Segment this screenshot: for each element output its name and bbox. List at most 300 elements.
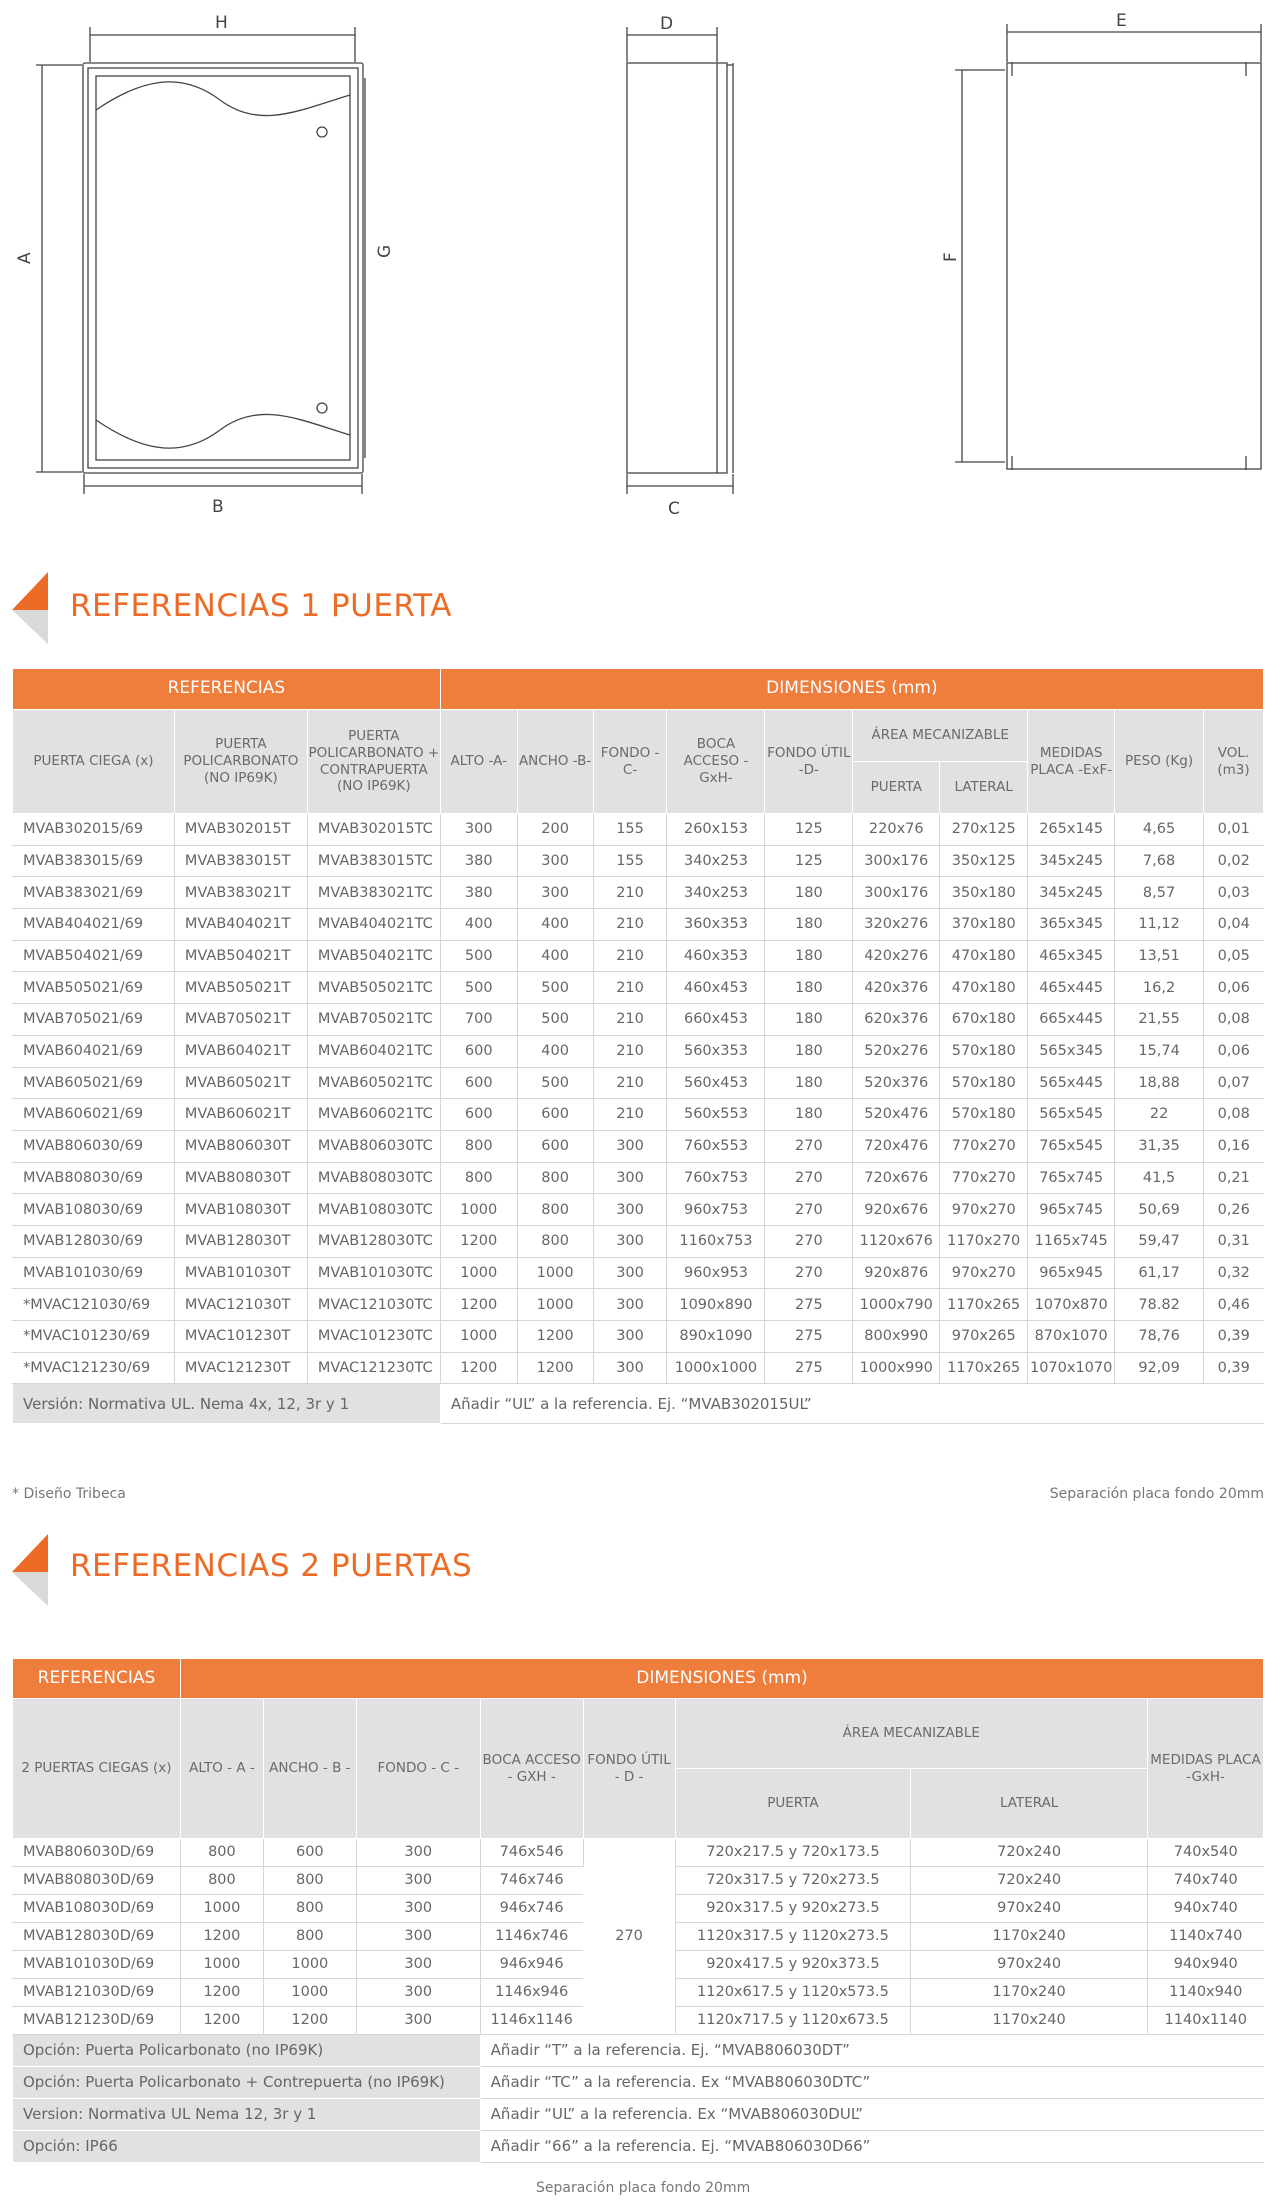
table-row [13,1162,1264,1194]
table-cell: 13,51 [1115,940,1204,972]
table-row [13,1352,1264,1384]
table-cell: 965x745 [1028,1194,1115,1226]
table-cell: MVAB505021/69 [13,972,175,1004]
table-cell: 565x445 [1028,1067,1115,1099]
table-cell: 660x453 [667,1004,765,1036]
table-cell: MVAB108030D/69 [13,1895,181,1923]
option-label: Opción: IP66 [13,2131,481,2163]
table-cell: 300 [593,1225,667,1257]
footer-ul-instruction: Añadir “UL” a la referencia. Ej. “MVAB302015UL” [440,1384,1263,1424]
table-cell: 600 [517,1130,593,1162]
table-cell: 870x1070 [1028,1321,1115,1353]
table-cell: MVAB302015TC [307,814,440,846]
table-cell: MVAB606021/69 [13,1099,175,1131]
table-cell: MVAB121030D/69 [13,1979,181,2007]
table-cell: 570x180 [940,1035,1028,1067]
table-cell: 800 [517,1225,593,1257]
table-cell: MVAB504021T [174,940,307,972]
table-cell: 345x245 [1028,877,1115,909]
label-c: C [668,499,680,519]
table-cell: 365x345 [1028,909,1115,941]
table-cell: MVAB302015/69 [13,814,175,846]
table-cell: MVAB808030/69 [13,1162,175,1194]
header-referencias: REFERENCIAS [13,669,441,710]
table-cell: MVAB806030T [174,1130,307,1162]
table-cell: 300 [356,2007,480,2035]
table-cell: 275 [765,1321,853,1353]
table-cell: 340x253 [667,845,765,877]
table-cell: 350x125 [940,845,1028,877]
table-cell: 210 [593,1099,667,1131]
table-cell: 1165x745 [1028,1225,1115,1257]
table-cell: 0,01 [1203,814,1263,846]
col-boca-acceso: BOCA ACCESO -GxH- [667,710,765,814]
table-cell: MVAB108030T [174,1194,307,1226]
header-dimensiones: DIMENSIONES (mm) [440,669,1263,710]
table-cell: 800x990 [853,1321,940,1353]
table-cell: 1146x946 [480,1979,583,2007]
table-cell: 500 [517,1067,593,1099]
technical-drawings [0,0,1276,530]
table-row [13,877,1264,909]
table-cell: MVAB101030/69 [13,1257,175,1289]
table-cell: 210 [593,1004,667,1036]
table-cell: 800 [517,1162,593,1194]
table-cell: 800 [180,1867,263,1895]
table-cell: 420x376 [853,972,940,1004]
table-cell: 520x476 [853,1099,940,1131]
table-cell: 465x445 [1028,972,1115,1004]
table-cell: 500 [517,1004,593,1036]
col-fondo-2: FONDO - C - [356,1699,480,1839]
table-cell: 1200 [180,2007,263,2035]
table-cell: 800 [180,1839,263,1867]
table-cell: 210 [593,940,667,972]
table-cell: 920x317.5 y 920x273.5 [675,1895,911,1923]
table-cell: 570x180 [940,1099,1028,1131]
table-cell: 370x180 [940,909,1028,941]
col-medidas-placa-2: MEDIDAS PLACA -GxH- [1148,1699,1264,1839]
table-cell: 0,07 [1203,1067,1263,1099]
table-cell: MVAB302015T [174,814,307,846]
table-row [13,1130,1264,1162]
table-cell: 970x265 [940,1321,1028,1353]
references-1-door-table [12,668,1264,1424]
table-cell: 1200 [440,1289,517,1321]
table-cell: 59,47 [1115,1225,1204,1257]
table-cell: 800 [517,1194,593,1226]
table-cell: 210 [593,909,667,941]
table-cell: MVAB383015TC [307,845,440,877]
col-area-puerta: PUERTA [853,762,940,814]
table-cell: MVAB383015/69 [13,845,175,877]
option-instruction: Añadir “UL” a la referencia. Ex “MVAB806030DUL” [480,2099,1263,2131]
table-cell: MVAB604021/69 [13,1035,175,1067]
table-cell: 0,05 [1203,940,1263,972]
table-cell: 565x345 [1028,1035,1115,1067]
table-cell: 1070x870 [1028,1289,1115,1321]
table-cell: 800 [440,1130,517,1162]
table-cell: MVAB605021T [174,1067,307,1099]
table-row [13,1257,1264,1289]
col-medidas-placa: MEDIDAS PLACA -ExF- [1028,710,1115,814]
table-cell: 560x353 [667,1035,765,1067]
table-cell: 300 [356,1979,480,2007]
table-cell: MVAB505021TC [307,972,440,1004]
table-cell: 400 [440,909,517,941]
header-dimensiones-2: DIMENSIONES (mm) [180,1659,1263,1699]
table-cell: 180 [765,972,853,1004]
table-cell: 270 [765,1130,853,1162]
table-cell: 1000x1000 [667,1352,765,1384]
table-cell: 1000 [440,1257,517,1289]
table-cell: 670x180 [940,1004,1028,1036]
table-cell: 1140x940 [1148,1979,1264,2007]
table-cell: MVAB101030TC [307,1257,440,1289]
table-cell: 746x546 [480,1839,583,1867]
table-cell: 300 [517,877,593,909]
table-cell: 300x176 [853,845,940,877]
table-cell: MVAC121030T [174,1289,307,1321]
table-cell: 500 [517,972,593,1004]
table-cell: 4,65 [1115,814,1204,846]
table-cell: 275 [765,1352,853,1384]
option-row [13,2035,1264,2067]
table-cell: 0,03 [1203,877,1263,909]
table-cell: 570x180 [940,1067,1028,1099]
table-cell: 300x176 [853,877,940,909]
table-cell: *MVAC121230/69 [13,1352,175,1384]
table-cell: 345x245 [1028,845,1115,877]
col-area-lateral-2: LATERAL [911,1769,1148,1839]
table-cell: 1120x617.5 y 1120x573.5 [675,1979,911,2007]
table-cell: 1146x746 [480,1923,583,1951]
table-cell: MVAB101030T [174,1257,307,1289]
table-cell: 125 [765,845,853,877]
table-cell: MVAB383021/69 [13,877,175,909]
label-f: F [941,252,961,262]
table-cell: 380 [440,877,517,909]
table-cell: 31,35 [1115,1130,1204,1162]
col-fondo-util-2: FONDO ÚTIL - D - [583,1699,675,1839]
table-cell: 210 [593,1067,667,1099]
table-cell: 300 [356,1867,480,1895]
table-cell: 600 [440,1067,517,1099]
table-cell: 500 [440,972,517,1004]
table-cell: 22 [1115,1099,1204,1131]
table-cell: 360x353 [667,909,765,941]
col-fondo-util: FONDO ÚTIL -D- [765,710,853,814]
table-cell: 210 [593,1035,667,1067]
table-cell: 200 [517,814,593,846]
col-boca-acceso-2: BOCA ACCESO - GXH - [480,1699,583,1839]
table-cell: 1170x240 [911,2007,1148,2035]
table-cell: 560x453 [667,1067,765,1099]
table-cell: MVAB604021T [174,1035,307,1067]
table-cell: 1200 [517,1321,593,1353]
table-cell: 760x753 [667,1162,765,1194]
table-cell: 180 [765,909,853,941]
option-label: Opción: Puerta Policarbonato + Contrepuerta (no IP69K) [13,2067,481,2099]
table-cell: MVAB108030TC [307,1194,440,1226]
table-cell: 1170x240 [911,1979,1148,2007]
table-cell: 940x940 [1148,1951,1264,1979]
table-cell: 0,06 [1203,1035,1263,1067]
table-cell: 800 [263,1923,356,1951]
col-puerta-policarbonato: PUERTA POLICARBONATO (NO IP69K) [174,710,307,814]
table-cell: 746x746 [480,1867,583,1895]
table-cell: 470x180 [940,972,1028,1004]
table-cell: MVAB606021TC [307,1099,440,1131]
table-cell: MVAB383021T [174,877,307,909]
table-cell: 600 [440,1035,517,1067]
table-cell: 400 [517,1035,593,1067]
table-cell: 1140x1140 [1148,2007,1264,2035]
table-cell: 0,39 [1203,1352,1263,1384]
table-row [13,845,1264,877]
table-cell: 1090x890 [667,1289,765,1321]
table-cell: 765x545 [1028,1130,1115,1162]
table-cell: 946x946 [480,1951,583,1979]
table-cell: 92,09 [1115,1352,1204,1384]
col-area-mecanizable-2: ÁREA MECANIZABLE [675,1699,1147,1769]
table-cell: MVAB705021T [174,1004,307,1036]
table-cell: 1000 [440,1321,517,1353]
table-cell: 0,06 [1203,972,1263,1004]
table-cell: MVAB505021T [174,972,307,1004]
section-marker-icon [10,568,50,648]
option-row [13,2099,1264,2131]
col-ancho-2: ANCHO - B - [263,1699,356,1839]
table-cell: 1170x240 [911,1923,1148,1951]
table-cell: 270 [765,1225,853,1257]
table-cell: 960x753 [667,1194,765,1226]
table-cell: MVAB808030T [174,1162,307,1194]
table-cell: MVAB806030D/69 [13,1839,181,1867]
table-cell: 1200 [263,2007,356,2035]
table-cell: 1000 [263,1951,356,1979]
table-cell: MVAB101030D/69 [13,1951,181,1979]
table-cell: 946x746 [480,1895,583,1923]
table-cell: MVAC121030TC [307,1289,440,1321]
table-row [13,1839,1264,1867]
table-cell: MVAB808030TC [307,1162,440,1194]
table-cell: 1170x270 [940,1225,1028,1257]
table-cell: 15,74 [1115,1035,1204,1067]
table-cell: 720x240 [911,1867,1148,1895]
col-alto: ALTO -A- [440,710,517,814]
table-cell: 350x180 [940,877,1028,909]
table-cell: 0,16 [1203,1130,1263,1162]
table-cell: *MVAC101230/69 [13,1321,175,1353]
table-cell: MVAB504021TC [307,940,440,972]
table-row [13,940,1264,972]
table-cell: 800 [440,1162,517,1194]
table-cell: 300 [593,1257,667,1289]
table-cell: 965x945 [1028,1257,1115,1289]
label-e: E [1116,11,1127,31]
table-cell: 770x270 [940,1130,1028,1162]
table-cell: 180 [765,1067,853,1099]
table-row [13,1035,1264,1067]
table-cell: 21,55 [1115,1004,1204,1036]
table-cell: 155 [593,845,667,877]
table-cell: 1146x1146 [480,2007,583,2035]
table-cell: 0,08 [1203,1099,1263,1131]
table-cell: MVAB806030/69 [13,1130,175,1162]
footer-ul-version: Versión: Normativa UL. Nema 4x, 12, 3r y 1 [13,1384,441,1424]
table-cell: MVAB383021TC [307,877,440,909]
table-cell: 1000 [180,1895,263,1923]
table-cell: 210 [593,972,667,1004]
table-cell: 770x270 [940,1162,1028,1194]
table-cell: 300 [356,1895,480,1923]
col-ancho: ANCHO -B- [517,710,593,814]
table-cell: 565x545 [1028,1099,1115,1131]
table-cell: 1170x265 [940,1289,1028,1321]
table-cell: 270x125 [940,814,1028,846]
option-label: Version: Normativa UL Nema 12, 3r y 1 [13,2099,481,2131]
table-cell: 300 [440,814,517,846]
table-cell: MVAC101230TC [307,1321,440,1353]
col-alto-2: ALTO - A - [180,1699,263,1839]
table-cell: 1140x740 [1148,1923,1264,1951]
table-cell: 180 [765,1035,853,1067]
table-cell: 78,76 [1115,1321,1204,1353]
table-cell: 460x353 [667,940,765,972]
option-instruction: Añadir “T” a la referencia. Ej. “MVAB806030DT” [480,2035,1263,2067]
table-cell: 1200 [440,1352,517,1384]
col-area-mecanizable: ÁREA MECANIZABLE [853,710,1028,762]
table-cell: 78.82 [1115,1289,1204,1321]
col-area-lateral: LATERAL [940,762,1028,814]
table-cell-fondo-util: 270 [583,1839,675,2035]
col-fondo: FONDO -C- [593,710,667,814]
table-cell: 465x345 [1028,940,1115,972]
table-cell: 180 [765,1099,853,1131]
table-cell: MVAB383015T [174,845,307,877]
table-cell: 300 [356,1923,480,1951]
table-cell: 720x217.5 y 720x173.5 [675,1839,911,1867]
table-cell: MVAB705021/69 [13,1004,175,1036]
table-cell: 700 [440,1004,517,1036]
table-cell: 1200 [180,1923,263,1951]
table-cell: MVAB404021/69 [13,909,175,941]
table-cell: 270 [765,1162,853,1194]
note-separacion-1: Separación placa fondo 20mm [1049,1486,1264,1502]
table-cell: 620x376 [853,1004,940,1036]
table-cell: 180 [765,877,853,909]
references-2-doors-table [12,1658,1264,2163]
table-cell: 50,69 [1115,1194,1204,1226]
table-row [13,972,1264,1004]
table-row [13,1099,1264,1131]
table-cell: 1160x753 [667,1225,765,1257]
table-cell: 1200 [440,1225,517,1257]
table-cell: 300 [593,1162,667,1194]
table-cell: 890x1090 [667,1321,765,1353]
col-area-puerta-2: PUERTA [675,1769,911,1839]
table-cell: 1120x717.5 y 1120x673.5 [675,2007,911,2035]
table-cell: MVAB128030D/69 [13,1923,181,1951]
table-cell: MVAB404021T [174,909,307,941]
table-cell: 920x876 [853,1257,940,1289]
table-row [13,1067,1264,1099]
col-peso: PESO (Kg) [1115,710,1204,814]
table-cell: MVAB605021TC [307,1067,440,1099]
table-cell: 270 [765,1194,853,1226]
table-cell: 8,57 [1115,877,1204,909]
table-cell: 7,68 [1115,845,1204,877]
table-cell: 970x270 [940,1257,1028,1289]
table-cell: MVAB705021TC [307,1004,440,1036]
table-cell: MVAB404021TC [307,909,440,941]
label-h: H [215,13,228,33]
option-row [13,2131,1264,2163]
table-cell: 340x253 [667,877,765,909]
table-cell: MVAB128030TC [307,1225,440,1257]
table-cell: 760x553 [667,1130,765,1162]
table-cell: MVAB606021T [174,1099,307,1131]
table-cell: 1000x990 [853,1352,940,1384]
table-cell: 520x276 [853,1035,940,1067]
table-cell: 220x76 [853,814,940,846]
table-cell: 920x417.5 y 920x373.5 [675,1951,911,1979]
table-cell: 720x476 [853,1130,940,1162]
table-cell: 765x745 [1028,1162,1115,1194]
table-cell: 1120x676 [853,1225,940,1257]
table-cell: 0,02 [1203,845,1263,877]
label-d: D [660,14,674,34]
col-2-puertas-ciegas: 2 PUERTAS CIEGAS (x) [13,1699,181,1839]
table-cell: 320x276 [853,909,940,941]
col-vol: VOL. (m3) [1203,710,1263,814]
note-diseno-tribeca: * Diseño Tribeca [12,1486,126,1502]
table-row [13,1194,1264,1226]
section2-title: REFERENCIAS 2 PUERTAS [70,1548,473,1584]
table-cell: 11,12 [1115,909,1204,941]
table-cell: 600 [440,1099,517,1131]
table-cell: 1070x1070 [1028,1352,1115,1384]
table-cell: 960x953 [667,1257,765,1289]
option-instruction: Añadir “TC” a la referencia. Ex “MVAB806030DTC” [480,2067,1263,2099]
table-cell: 420x276 [853,940,940,972]
table-cell: 16,2 [1115,972,1204,1004]
table-cell: MVAB604021TC [307,1035,440,1067]
table-cell: MVAC121230TC [307,1352,440,1384]
table-cell: 920x676 [853,1194,940,1226]
table-cell: 720x240 [911,1839,1148,1867]
table-cell: 1120x317.5 y 1120x273.5 [675,1923,911,1951]
table-cell: 125 [765,814,853,846]
table-cell: 940x740 [1148,1895,1264,1923]
table-cell: 800 [263,1895,356,1923]
table-cell: 665x445 [1028,1004,1115,1036]
table-cell: 970x240 [911,1895,1148,1923]
table-row [13,1004,1264,1036]
table-cell: 300 [593,1289,667,1321]
table-cell: 500 [440,940,517,972]
table-cell: 300 [593,1321,667,1353]
table-cell: 0,39 [1203,1321,1263,1353]
table-cell: 460x453 [667,972,765,1004]
table-cell: 720x676 [853,1162,940,1194]
table-cell: 300 [593,1194,667,1226]
label-b: B [212,497,224,517]
table-cell: 1200 [180,1979,263,2007]
table-cell: MVAB121230D/69 [13,2007,181,2035]
table-cell: 0,04 [1203,909,1263,941]
